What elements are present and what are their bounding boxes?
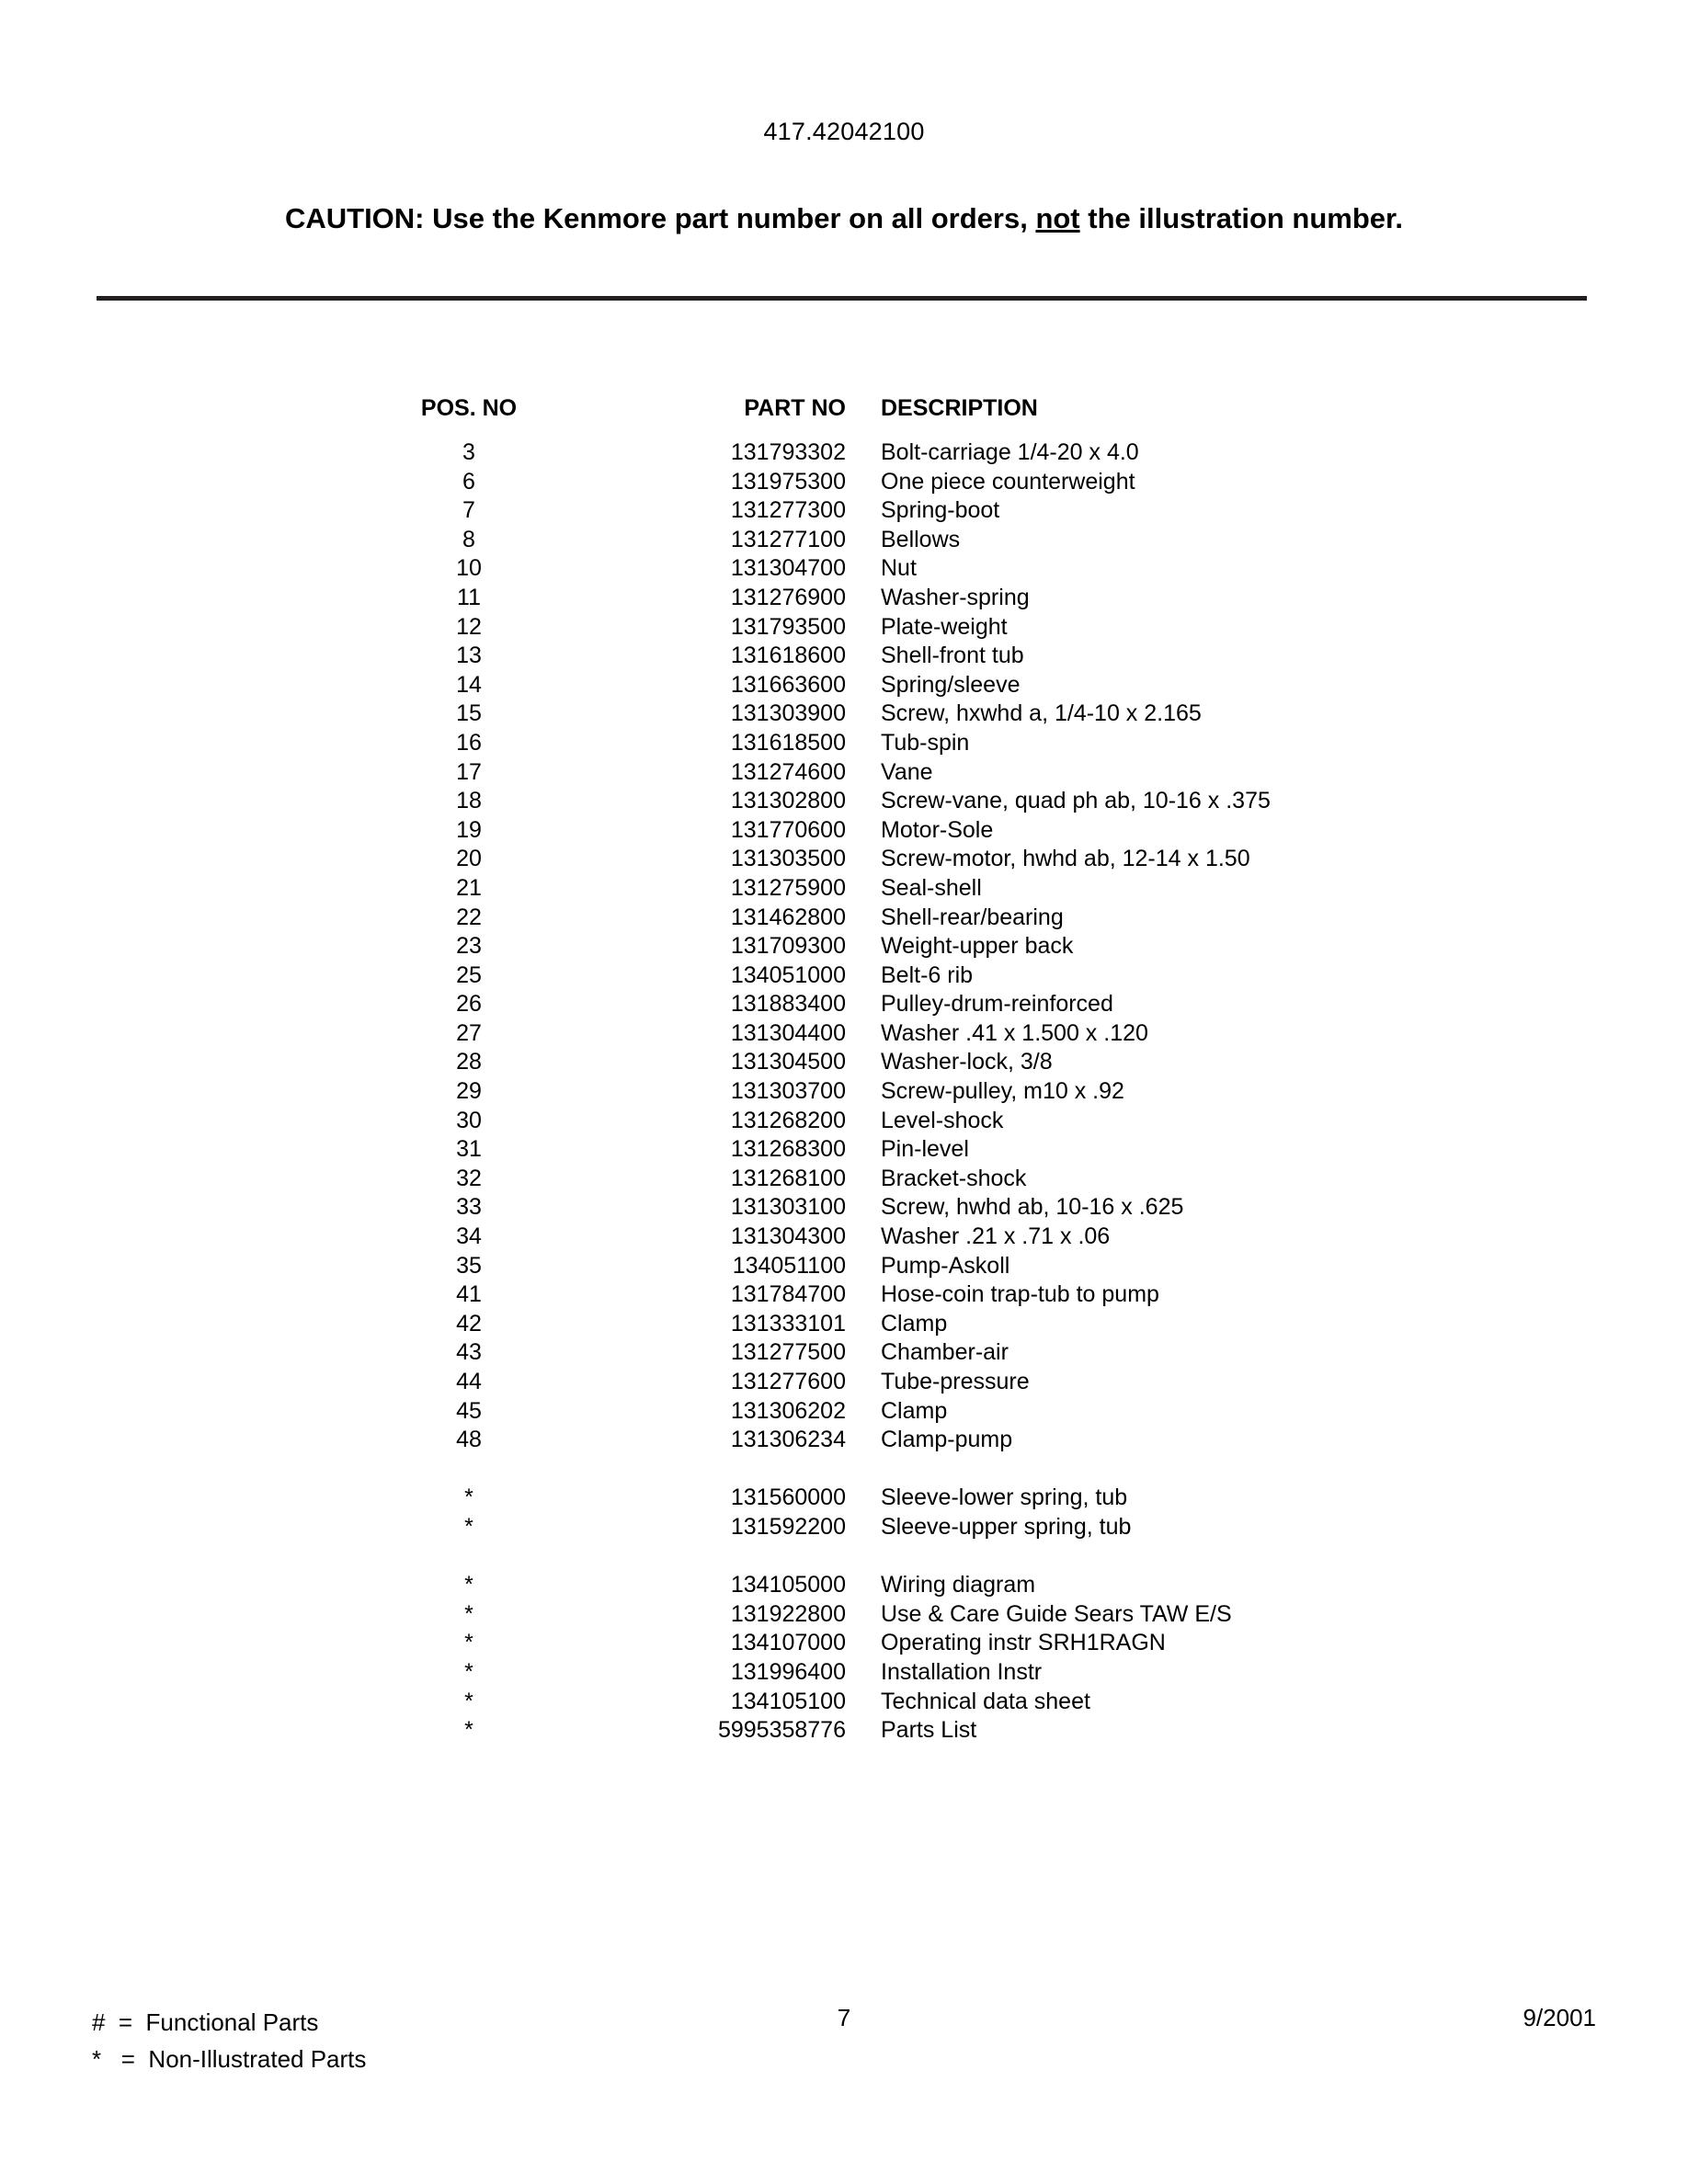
cell-pos: * — [464, 1717, 473, 1744]
cell-pos: 13 — [456, 643, 482, 669]
table-row — [0, 1398, 1688, 1428]
table-row — [0, 1659, 1688, 1689]
caution-text-prefix: CAUTION: Use the Kenmore part number on all orders, — [284, 202, 1036, 234]
table-row — [0, 904, 1688, 934]
cell-description: Belt-6 rib — [881, 961, 974, 988]
cell-part-number: 131303900 — [730, 700, 846, 727]
table-row — [0, 643, 1688, 672]
cell-description: Screw, hxwhd a, 1/4-10 x 2.165 — [881, 700, 1202, 727]
table-row — [0, 700, 1688, 730]
cell-description: Wiring diagram — [881, 1572, 1036, 1598]
table-row — [0, 469, 1688, 498]
cell-description: Washer-lock, 3/8 — [881, 1049, 1053, 1075]
cell-pos: 12 — [456, 613, 482, 640]
table-row — [0, 1166, 1688, 1195]
table-row — [0, 497, 1688, 527]
cell-description: Spring/sleeve — [881, 671, 1021, 698]
cell-pos: 8 — [462, 526, 475, 552]
document-date: 9/2001 — [1523, 2004, 1596, 2031]
table-header-row — [0, 395, 1688, 439]
cell-description: Chamber-air — [881, 1339, 1009, 1366]
table-row — [0, 1136, 1688, 1166]
table-row — [0, 1689, 1688, 1718]
model-number: 417.42042100 — [763, 118, 925, 145]
cell-description: Technical data sheet — [881, 1688, 1090, 1714]
cell-pos: 22 — [456, 904, 482, 930]
column-header-part: PART NO — [744, 395, 846, 421]
cell-description: Sleeve-lower spring, tub — [881, 1484, 1128, 1511]
cell-part-number: 131274600 — [730, 758, 846, 785]
table-row — [0, 846, 1688, 875]
cell-pos: 35 — [456, 1252, 482, 1279]
cell-part-number: 131304300 — [730, 1223, 846, 1250]
cell-pos: 3 — [462, 439, 475, 465]
cell-part-number: 131784700 — [730, 1281, 846, 1308]
cell-part-number: 131304700 — [730, 555, 846, 582]
legend-functional-parts: # = Functional Parts — [92, 2008, 319, 2036]
cell-pos: 18 — [456, 788, 482, 814]
cell-pos: 6 — [462, 468, 475, 495]
cell-part-number: 131883400 — [730, 991, 846, 1018]
table-row — [0, 1049, 1688, 1078]
cell-pos: 34 — [456, 1223, 482, 1250]
cell-description: Pin-level — [881, 1136, 969, 1163]
cell-part-number: 131709300 — [730, 933, 846, 960]
cell-description: Pump-Askoll — [881, 1252, 1010, 1279]
table-row — [0, 1572, 1688, 1601]
cell-description: Hose-coin trap-tub to pump — [881, 1281, 1159, 1308]
cell-description: Spring-boot — [881, 497, 1000, 524]
cell-description: Pulley-drum-reinforced — [881, 991, 1113, 1018]
caution-text-emphasis: not — [1035, 202, 1080, 234]
cell-description: Use & Care Guide Sears TAW E/S — [881, 1600, 1232, 1627]
cell-part-number: 131333101 — [730, 1310, 846, 1337]
cell-pos: 25 — [456, 961, 482, 988]
page-footer — [0, 2004, 1688, 2105]
table-row — [0, 1630, 1688, 1659]
cell-pos: * — [464, 1630, 473, 1656]
cell-description: Weight-upper back — [881, 933, 1074, 960]
cell-description: Clamp — [881, 1397, 948, 1424]
table-row — [0, 1223, 1688, 1253]
cell-pos: 43 — [456, 1339, 482, 1366]
cell-description: Motor-Sole — [881, 816, 994, 843]
cell-part-number: 131462800 — [730, 904, 846, 930]
cell-pos: * — [464, 1572, 473, 1598]
table-row — [0, 1484, 1688, 1514]
cell-description: Washer .21 x .71 x .06 — [881, 1223, 1111, 1250]
cell-description: Parts List — [881, 1717, 977, 1744]
cell-part-number: 131277300 — [730, 497, 846, 524]
table-row — [0, 614, 1688, 643]
cell-part-number: 5995358776 — [717, 1717, 846, 1744]
cell-part-number: 131618500 — [730, 729, 846, 756]
parts-table-body — [0, 439, 1688, 1746]
cell-description: Operating instr SRH1RAGN — [881, 1630, 1166, 1656]
cell-part-number: 134107000 — [730, 1630, 846, 1656]
cell-part-number: 131592200 — [730, 1513, 846, 1540]
cell-description: Screw-vane, quad ph ab, 10-16 x .375 — [881, 788, 1271, 814]
table-row — [0, 555, 1688, 585]
cell-description: Nut — [881, 555, 917, 582]
cell-part-number: 134051100 — [732, 1252, 846, 1279]
table-group-spacer — [0, 1543, 1688, 1573]
table-row — [0, 1514, 1688, 1543]
cell-pos: 31 — [456, 1136, 482, 1163]
cell-pos: 48 — [456, 1427, 482, 1453]
cell-pos: 16 — [456, 729, 482, 756]
cell-part-number: 131303500 — [730, 846, 846, 872]
cell-part-number: 131268100 — [730, 1165, 846, 1191]
cell-description: Shell-rear/bearing — [881, 904, 1064, 930]
cell-pos: 29 — [456, 1078, 482, 1105]
cell-description: Plate-weight — [881, 613, 1008, 640]
table-row — [0, 788, 1688, 817]
table-row — [0, 1601, 1688, 1631]
cell-description: Bracket-shock — [881, 1165, 1027, 1191]
cell-pos: 7 — [462, 497, 475, 524]
cell-pos: 30 — [456, 1107, 482, 1133]
parts-table — [0, 395, 1688, 1746]
cell-pos: 44 — [456, 1369, 482, 1394]
cell-part-number: 131770600 — [730, 816, 846, 843]
cell-part-number: 131277500 — [730, 1339, 846, 1366]
cell-description: Clamp-pump — [881, 1427, 1013, 1453]
cell-part-number: 131268200 — [730, 1107, 846, 1133]
cell-pos: 27 — [456, 1019, 482, 1046]
cell-pos: 21 — [456, 874, 482, 901]
table-row — [0, 527, 1688, 556]
table-row — [0, 991, 1688, 1020]
cell-pos: * — [464, 1658, 473, 1685]
column-header-description: DESCRIPTION — [881, 395, 1038, 421]
table-row — [0, 933, 1688, 962]
cell-part-number: 131304500 — [730, 1049, 846, 1075]
table-row — [0, 1020, 1688, 1050]
cell-description: Tube-pressure — [881, 1369, 1030, 1394]
table-row — [0, 1369, 1688, 1398]
table-row — [0, 1108, 1688, 1137]
page-number: 7 — [837, 2004, 851, 2031]
cell-description: Bolt-carriage 1/4-20 x 4.0 — [881, 439, 1139, 465]
table-row — [0, 817, 1688, 847]
cell-pos: 42 — [456, 1310, 482, 1337]
table-row — [0, 1717, 1688, 1746]
cell-part-number: 131268300 — [730, 1136, 846, 1163]
cell-pos: 45 — [456, 1397, 482, 1424]
table-row — [0, 1427, 1688, 1456]
cell-part-number: 131306202 — [730, 1397, 846, 1424]
cell-part-number: 131304400 — [730, 1019, 846, 1046]
cell-part-number: 134105000 — [730, 1572, 846, 1598]
cell-pos: * — [464, 1513, 473, 1540]
cell-part-number: 131793302 — [730, 439, 846, 465]
cell-description: Vane — [881, 758, 933, 785]
table-row — [0, 962, 1688, 992]
cell-description: Seal-shell — [881, 874, 982, 901]
cell-pos: 20 — [456, 846, 482, 872]
cell-pos: 15 — [456, 700, 482, 727]
cell-part-number: 131306234 — [730, 1427, 846, 1453]
cell-part-number: 131277100 — [730, 526, 846, 552]
cell-pos: * — [464, 1484, 473, 1511]
cell-part-number: 134105100 — [730, 1688, 846, 1714]
cell-pos: 41 — [456, 1281, 482, 1308]
cell-description: Washer-spring — [881, 584, 1030, 610]
cell-part-number: 131975300 — [730, 468, 846, 495]
cell-description: Sleeve-upper spring, tub — [881, 1513, 1132, 1540]
cell-part-number: 131276900 — [730, 584, 846, 610]
cell-part-number: 131793500 — [730, 613, 846, 640]
cell-part-number: 131303100 — [730, 1194, 846, 1221]
cell-part-number: 131996400 — [730, 1658, 846, 1685]
cell-pos: 26 — [456, 991, 482, 1018]
table-row — [0, 1339, 1688, 1369]
cell-part-number: 131275900 — [730, 874, 846, 901]
column-header-pos: POS. NO — [420, 395, 518, 421]
cell-part-number: 131922800 — [730, 1600, 846, 1627]
cell-description: Washer .41 x 1.500 x .120 — [881, 1019, 1148, 1046]
table-row — [0, 585, 1688, 614]
cell-pos: 23 — [456, 933, 482, 960]
cell-part-number: 131277600 — [730, 1369, 846, 1394]
cell-description: Tub-spin — [881, 729, 970, 756]
cell-part-number: 131663600 — [730, 671, 846, 698]
table-group-spacer — [0, 1456, 1688, 1485]
caution-text-suffix: the illustration number. — [1079, 202, 1404, 234]
table-row — [0, 439, 1688, 469]
table-row — [0, 1253, 1688, 1282]
cell-description: Level-shock — [881, 1107, 1004, 1133]
header-divider — [97, 296, 1587, 301]
cell-part-number: 134051000 — [730, 961, 846, 988]
cell-pos: 17 — [456, 758, 482, 785]
cell-description: One piece counterweight — [881, 468, 1135, 495]
cell-pos: 28 — [456, 1049, 482, 1075]
cell-pos: 14 — [456, 671, 482, 698]
caution-notice — [0, 202, 1688, 235]
cell-description: Installation Instr — [881, 1658, 1043, 1685]
table-row — [0, 1311, 1688, 1340]
table-row — [0, 1194, 1688, 1223]
cell-description: Screw, hwhd ab, 10-16 x .625 — [881, 1194, 1184, 1221]
cell-description: Clamp — [881, 1310, 948, 1337]
cell-pos: 19 — [456, 816, 482, 843]
cell-part-number: 131560000 — [730, 1484, 846, 1511]
cell-pos: * — [464, 1688, 473, 1714]
table-row — [0, 730, 1688, 759]
cell-part-number: 131302800 — [730, 788, 846, 814]
cell-description: Bellows — [881, 526, 961, 552]
cell-pos: 32 — [456, 1165, 482, 1191]
table-row — [0, 875, 1688, 904]
cell-pos: 11 — [457, 584, 481, 610]
table-row — [0, 1078, 1688, 1108]
cell-pos: 10 — [456, 555, 482, 582]
cell-description: Screw-pulley, m10 x .92 — [881, 1078, 1124, 1105]
table-row — [0, 672, 1688, 701]
cell-pos: 33 — [456, 1194, 482, 1221]
cell-pos: * — [464, 1600, 473, 1627]
cell-part-number: 131618600 — [730, 643, 846, 669]
table-row — [0, 1281, 1688, 1311]
legend-non-illustrated-parts: * = Non-Illustrated Parts — [92, 2045, 367, 2073]
cell-description: Shell-front tub — [881, 643, 1024, 669]
cell-description: Screw-motor, hwhd ab, 12-14 x 1.50 — [881, 846, 1250, 872]
table-row — [0, 759, 1688, 789]
cell-part-number: 131303700 — [730, 1078, 846, 1105]
